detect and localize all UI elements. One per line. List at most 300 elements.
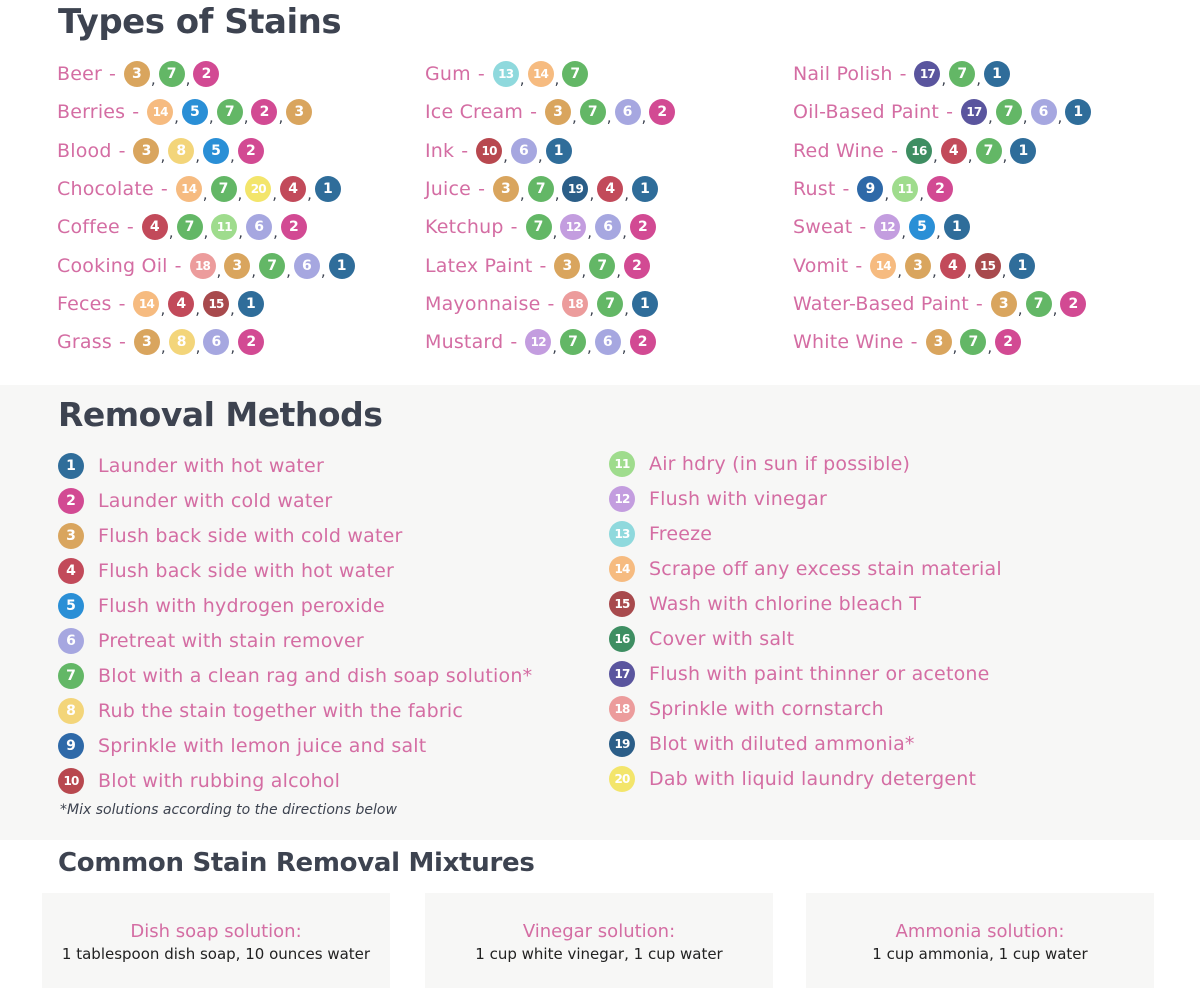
dash-separator: - <box>975 292 983 315</box>
methods-column-1 <box>58 448 532 798</box>
methods-column-2 <box>609 446 1002 796</box>
method-number-badge: 7 <box>177 214 203 240</box>
dash-separator: - <box>910 331 918 354</box>
stain-name: Feces <box>57 292 112 315</box>
method-number-badge: 1 <box>1065 99 1091 125</box>
comma-separator: , <box>237 185 243 204</box>
method-number-badge: 18 <box>190 253 216 279</box>
method-number-badge: 6 <box>58 628 84 654</box>
dash-separator: - <box>118 139 126 162</box>
stain-row <box>793 285 1091 323</box>
method-number-badge: 17 <box>961 99 987 125</box>
method-number-badge: 2 <box>630 329 656 355</box>
method-number-badge: 3 <box>905 253 931 279</box>
method-description: Blot with rubbing alcohol <box>98 769 341 792</box>
comma-separator: , <box>897 261 903 280</box>
mixture-description: 1 tablespoon dish soap, 10 ounces water <box>61 945 371 963</box>
stain-name: Nail Polish <box>793 63 893 86</box>
method-description: Flush with paint thinner or acetone <box>649 662 990 685</box>
method-row <box>609 621 1002 656</box>
method-number-badge: 7 <box>996 99 1022 125</box>
method-number-badge: 4 <box>58 558 84 584</box>
method-number-badge: 4 <box>597 176 623 202</box>
method-number-badge: 1 <box>58 453 84 479</box>
comma-separator: , <box>519 185 525 204</box>
method-number-badge: 12 <box>525 329 551 355</box>
comma-separator: , <box>1001 261 1007 280</box>
method-number-badge: 17 <box>609 661 635 687</box>
stain-name: Gum <box>425 63 471 86</box>
comma-separator: , <box>941 70 947 89</box>
stain-row <box>793 246 1091 284</box>
mixture-title: Dish soap solution: <box>130 921 302 942</box>
method-number-badge: 2 <box>630 214 656 240</box>
stain-name: Berries <box>57 101 126 124</box>
method-description: Flush with vinegar <box>649 487 827 510</box>
method-row <box>609 726 1002 761</box>
comma-separator: , <box>976 70 981 89</box>
method-number-badge: 16 <box>609 626 635 652</box>
stain-name: Mayonnaise <box>425 292 541 315</box>
method-number-badge: 17 <box>914 61 940 87</box>
method-number-badge: 7 <box>562 61 588 87</box>
method-number-badge: 7 <box>211 176 237 202</box>
comma-separator: , <box>1017 299 1023 318</box>
stain-row <box>57 93 355 131</box>
comma-separator: , <box>919 185 924 204</box>
method-number-badge: 2 <box>649 99 675 125</box>
method-number-badge: 14 <box>870 253 896 279</box>
stain-name: Cooking Oil <box>57 254 168 277</box>
comma-separator: , <box>884 185 890 204</box>
comma-separator: , <box>160 146 166 165</box>
dash-separator: - <box>477 63 485 86</box>
method-number-badge: 16 <box>906 138 932 164</box>
comma-separator: , <box>307 185 312 204</box>
method-number-badge: 8 <box>58 698 84 724</box>
comma-separator: , <box>606 108 612 127</box>
common-mixtures-heading: Common Stain Removal Mixtures <box>58 848 535 878</box>
method-number-badge: 2 <box>238 329 264 355</box>
comma-separator: , <box>286 261 291 280</box>
mixture-description: 1 cup ammonia, 1 cup water <box>872 945 1088 963</box>
comma-separator: , <box>552 338 558 357</box>
method-number-badge: 7 <box>580 99 606 125</box>
method-row <box>58 518 532 553</box>
stain-name: Chocolate <box>57 178 154 201</box>
method-number-badge: 7 <box>597 291 623 317</box>
comma-separator: , <box>185 70 191 89</box>
stain-name: Rust <box>793 178 836 201</box>
dash-separator: - <box>842 178 850 201</box>
dash-separator: - <box>899 63 907 86</box>
comma-separator: , <box>251 261 257 280</box>
method-row <box>58 588 532 623</box>
method-row <box>58 483 532 518</box>
comma-separator: , <box>208 108 214 127</box>
method-row <box>58 448 532 483</box>
method-description: Pretreat with stain remover <box>98 629 364 652</box>
method-number-badge: 3 <box>133 138 159 164</box>
stain-row <box>425 93 675 131</box>
method-number-badge: 6 <box>1031 99 1057 125</box>
method-number-badge: 5 <box>909 214 935 240</box>
method-row <box>609 656 1002 691</box>
method-number-badge: 14 <box>176 176 202 202</box>
method-number-badge: 12 <box>560 214 586 240</box>
comma-separator: , <box>554 185 560 204</box>
method-number-badge: 13 <box>493 61 519 87</box>
dash-separator: - <box>461 139 469 162</box>
stain-name: Oil-Based Paint <box>793 101 940 124</box>
method-number-badge: 3 <box>554 253 580 279</box>
method-number-badge: 1 <box>944 214 970 240</box>
types-of-stains-heading: Types of Stains <box>58 2 342 42</box>
method-number-badge: 3 <box>224 253 250 279</box>
stain-name: Grass <box>57 331 112 354</box>
comma-separator: , <box>150 70 156 89</box>
comma-separator: , <box>272 185 278 204</box>
comma-separator: , <box>987 108 993 127</box>
comma-separator: , <box>936 223 941 242</box>
stain-name: Ink <box>425 139 455 162</box>
dash-separator: - <box>547 292 555 315</box>
removal-methods-heading: Removal Methods <box>58 395 383 434</box>
method-description: Air hdry (in sun if possible) <box>649 452 911 475</box>
method-number-badge: 8 <box>169 329 195 355</box>
method-number-badge: 1 <box>632 176 658 202</box>
dash-separator: - <box>510 331 518 354</box>
stain-row <box>425 208 675 246</box>
dash-separator: - <box>118 331 126 354</box>
comma-separator: , <box>587 223 593 242</box>
method-row <box>58 623 532 658</box>
comma-separator: , <box>624 185 630 204</box>
dash-separator: - <box>126 216 134 239</box>
method-number-badge: 7 <box>217 99 243 125</box>
comma-separator: , <box>168 223 174 242</box>
dash-separator: - <box>132 101 140 124</box>
method-number-badge: 14 <box>133 291 159 317</box>
comma-separator: , <box>519 70 525 89</box>
method-number-badge: 1 <box>1010 138 1036 164</box>
method-description: Wash with chlorine bleach T <box>649 592 922 615</box>
comma-separator: , <box>278 108 284 127</box>
method-number-badge: 7 <box>259 253 285 279</box>
stain-name: Vomit <box>793 254 849 277</box>
stain-row <box>425 285 675 323</box>
comma-separator: , <box>1057 108 1063 127</box>
comma-separator: , <box>1052 299 1058 318</box>
method-number-badge: 1 <box>546 138 572 164</box>
method-description: Scrape off any excess stain material <box>649 557 1002 580</box>
method-number-badge: 2 <box>238 138 264 164</box>
method-number-badge: 11 <box>892 176 918 202</box>
dash-separator: - <box>539 254 547 277</box>
method-number-badge: 18 <box>562 291 588 317</box>
comma-separator: , <box>552 223 558 242</box>
method-number-badge: 7 <box>58 663 84 689</box>
comma-separator: , <box>195 338 201 357</box>
comma-separator: , <box>932 261 937 280</box>
comma-separator: , <box>587 338 592 357</box>
comma-separator: , <box>195 299 201 318</box>
stain-row <box>57 246 355 284</box>
method-number-badge: 4 <box>941 138 967 164</box>
method-number-badge: 2 <box>251 99 277 125</box>
method-number-badge: 6 <box>246 214 272 240</box>
comma-separator: , <box>901 223 907 242</box>
comma-separator: , <box>624 299 629 318</box>
comma-separator: , <box>641 108 647 127</box>
method-description: Blot with diluted ammonia* <box>649 732 915 755</box>
method-number-badge: 10 <box>476 138 502 164</box>
method-number-badge: 1 <box>329 253 355 279</box>
stain-row <box>793 132 1091 170</box>
comma-separator: , <box>243 108 249 127</box>
stain-name: Red Wine <box>793 139 885 162</box>
comma-separator: , <box>932 146 938 165</box>
method-number-badge: 19 <box>562 176 588 202</box>
method-number-badge: 3 <box>124 61 150 87</box>
method-number-badge: 3 <box>926 329 952 355</box>
mixture-description: 1 cup white vinegar, 1 cup water <box>475 945 723 963</box>
method-description: Launder with hot water <box>98 454 324 477</box>
comma-separator: , <box>589 299 595 318</box>
comma-separator: , <box>987 338 993 357</box>
method-number-badge: 6 <box>595 329 621 355</box>
method-number-badge: 6 <box>203 329 229 355</box>
method-description: Cover with salt <box>649 627 795 650</box>
method-number-badge: 4 <box>168 291 194 317</box>
stain-row <box>793 208 1091 246</box>
comma-separator: , <box>966 261 972 280</box>
dash-separator: - <box>174 254 182 277</box>
method-number-badge: 7 <box>1026 291 1052 317</box>
dish-soap-mixture <box>42 893 390 988</box>
method-number-badge: 3 <box>991 291 1017 317</box>
method-number-badge: 14 <box>609 556 635 582</box>
stain-row <box>57 208 355 246</box>
method-number-badge: 19 <box>609 731 635 757</box>
method-number-badge: 20 <box>609 766 635 792</box>
method-row <box>609 516 1002 551</box>
method-number-badge: 3 <box>545 99 571 125</box>
stain-column-2 <box>425 55 675 361</box>
dash-separator: - <box>530 101 537 124</box>
comma-separator: , <box>230 146 235 165</box>
method-number-badge: 2 <box>995 329 1021 355</box>
stain-name: Blood <box>57 139 112 162</box>
comma-separator: , <box>238 223 244 242</box>
method-number-badge: 9 <box>58 733 84 759</box>
method-row <box>609 586 1002 621</box>
stain-name: Ice Cream <box>425 101 524 124</box>
comma-separator: , <box>160 299 166 318</box>
comma-separator: , <box>571 108 577 127</box>
dash-separator: - <box>859 216 867 239</box>
method-description: Flush back side with cold water <box>98 524 403 547</box>
stain-row <box>425 170 675 208</box>
comma-separator: , <box>230 299 235 318</box>
method-number-badge: 2 <box>624 253 650 279</box>
comma-separator: , <box>203 223 209 242</box>
method-number-badge: 11 <box>211 214 237 240</box>
method-number-badge: 7 <box>528 176 554 202</box>
method-number-badge: 2 <box>927 176 953 202</box>
stain-row <box>425 132 675 170</box>
method-number-badge: 9 <box>857 176 883 202</box>
stain-row <box>793 170 1091 208</box>
method-number-badge: 7 <box>960 329 986 355</box>
comma-separator: , <box>1002 146 1008 165</box>
comma-separator: , <box>537 146 543 165</box>
method-number-badge: 7 <box>589 253 615 279</box>
stain-name: Beer <box>57 63 103 86</box>
method-number-badge: 6 <box>511 138 537 164</box>
method-number-badge: 6 <box>595 214 621 240</box>
stain-row <box>57 132 355 170</box>
comma-separator: , <box>554 70 560 89</box>
method-number-badge: 14 <box>147 99 173 125</box>
ammonia-mixture <box>806 893 1154 988</box>
comma-separator: , <box>621 338 627 357</box>
method-number-badge: 2 <box>58 488 84 514</box>
stain-row <box>425 55 675 93</box>
comma-separator: , <box>581 261 587 280</box>
method-number-badge: 7 <box>976 138 1002 164</box>
method-row <box>609 761 1002 796</box>
method-number-badge: 1 <box>984 61 1010 87</box>
stain-column-3 <box>793 55 1091 361</box>
mixture-title: Ammonia solution: <box>895 921 1065 942</box>
stain-name: Mustard <box>425 331 504 354</box>
method-number-badge: 3 <box>493 176 519 202</box>
method-number-badge: 7 <box>526 214 552 240</box>
method-number-badge: 2 <box>193 61 219 87</box>
comma-separator: , <box>320 261 326 280</box>
dash-separator: - <box>478 178 485 201</box>
method-number-badge: 6 <box>615 99 641 125</box>
stain-name: Ketchup <box>425 216 504 239</box>
method-description: Flush with hydrogen peroxide <box>98 594 385 617</box>
stain-name: Coffee <box>57 216 120 239</box>
method-number-badge: 7 <box>560 329 586 355</box>
method-number-badge: 3 <box>286 99 312 125</box>
method-number-badge: 1 <box>1009 253 1035 279</box>
method-number-badge: 3 <box>134 329 160 355</box>
comma-separator: , <box>202 185 208 204</box>
stain-row <box>57 55 355 93</box>
method-row <box>58 693 532 728</box>
method-number-badge: 3 <box>58 523 84 549</box>
method-description: Sprinkle with lemon juice and salt <box>98 734 427 757</box>
method-description: Sprinkle with cornstarch <box>649 697 884 720</box>
stain-column-1 <box>57 55 355 361</box>
stain-row <box>57 170 355 208</box>
method-number-badge: 15 <box>975 253 1001 279</box>
comma-separator: , <box>967 146 973 165</box>
method-number-badge: 8 <box>168 138 194 164</box>
method-description: Flush back side with hot water <box>98 559 395 582</box>
method-row <box>58 763 532 798</box>
comma-separator: , <box>503 146 508 165</box>
method-row <box>609 446 1002 481</box>
method-number-badge: 11 <box>609 451 635 477</box>
stain-name: Juice <box>425 178 472 201</box>
method-description: Freeze <box>649 522 713 545</box>
method-row <box>609 481 1002 516</box>
dash-separator: - <box>510 216 518 239</box>
stain-row <box>425 246 675 284</box>
dash-separator: - <box>160 178 168 201</box>
method-number-badge: 20 <box>245 176 271 202</box>
method-number-badge: 14 <box>528 61 554 87</box>
method-number-badge: 5 <box>182 99 208 125</box>
method-number-badge: 13 <box>609 521 635 547</box>
method-row <box>609 691 1002 726</box>
method-row <box>58 658 532 693</box>
comma-separator: , <box>174 108 179 127</box>
comma-separator: , <box>616 261 621 280</box>
method-number-badge: 4 <box>280 176 306 202</box>
stain-row <box>57 323 355 361</box>
method-description: Blot with a clean rag and dish soap solution* <box>98 664 533 687</box>
comma-separator: , <box>230 338 236 357</box>
vinegar-mixture <box>425 893 773 988</box>
stain-row <box>793 55 1091 93</box>
method-number-badge: 1 <box>315 176 341 202</box>
method-number-badge: 5 <box>203 138 229 164</box>
method-number-badge: 2 <box>1060 291 1086 317</box>
method-number-badge: 12 <box>609 486 635 512</box>
method-number-badge: 15 <box>609 591 635 617</box>
mixture-title: Vinegar solution: <box>522 921 676 942</box>
dash-separator: - <box>109 63 116 86</box>
stain-row <box>57 285 355 323</box>
method-number-badge: 5 <box>58 593 84 619</box>
method-row <box>58 553 532 588</box>
method-number-badge: 2 <box>281 214 307 240</box>
stain-row <box>793 93 1091 131</box>
stain-row <box>425 323 675 361</box>
method-row <box>609 551 1002 586</box>
method-number-badge: 6 <box>294 253 320 279</box>
comma-separator: , <box>952 338 958 357</box>
method-number-badge: 15 <box>203 291 229 317</box>
method-row <box>58 728 532 763</box>
method-number-badge: 7 <box>159 61 185 87</box>
dash-separator: - <box>946 101 953 124</box>
method-description: Launder with cold water <box>98 489 333 512</box>
method-description: Rub the stain together with the fabric <box>98 699 464 722</box>
stain-name: Latex Paint <box>425 254 533 277</box>
stain-row <box>793 323 1091 361</box>
method-number-badge: 10 <box>58 768 84 794</box>
method-description: Dab with liquid laundry detergent <box>649 767 977 790</box>
method-number-badge: 12 <box>874 214 900 240</box>
stain-name: White Wine <box>793 331 904 354</box>
dash-separator: - <box>855 254 863 277</box>
comma-separator: , <box>589 185 595 204</box>
stain-name: Water-Based Paint <box>793 292 969 315</box>
comma-separator: , <box>160 338 166 357</box>
stain-name: Sweat <box>793 216 853 239</box>
comma-separator: , <box>1022 108 1028 127</box>
comma-separator: , <box>195 146 201 165</box>
method-number-badge: 4 <box>142 214 168 240</box>
comma-separator: , <box>216 261 222 280</box>
